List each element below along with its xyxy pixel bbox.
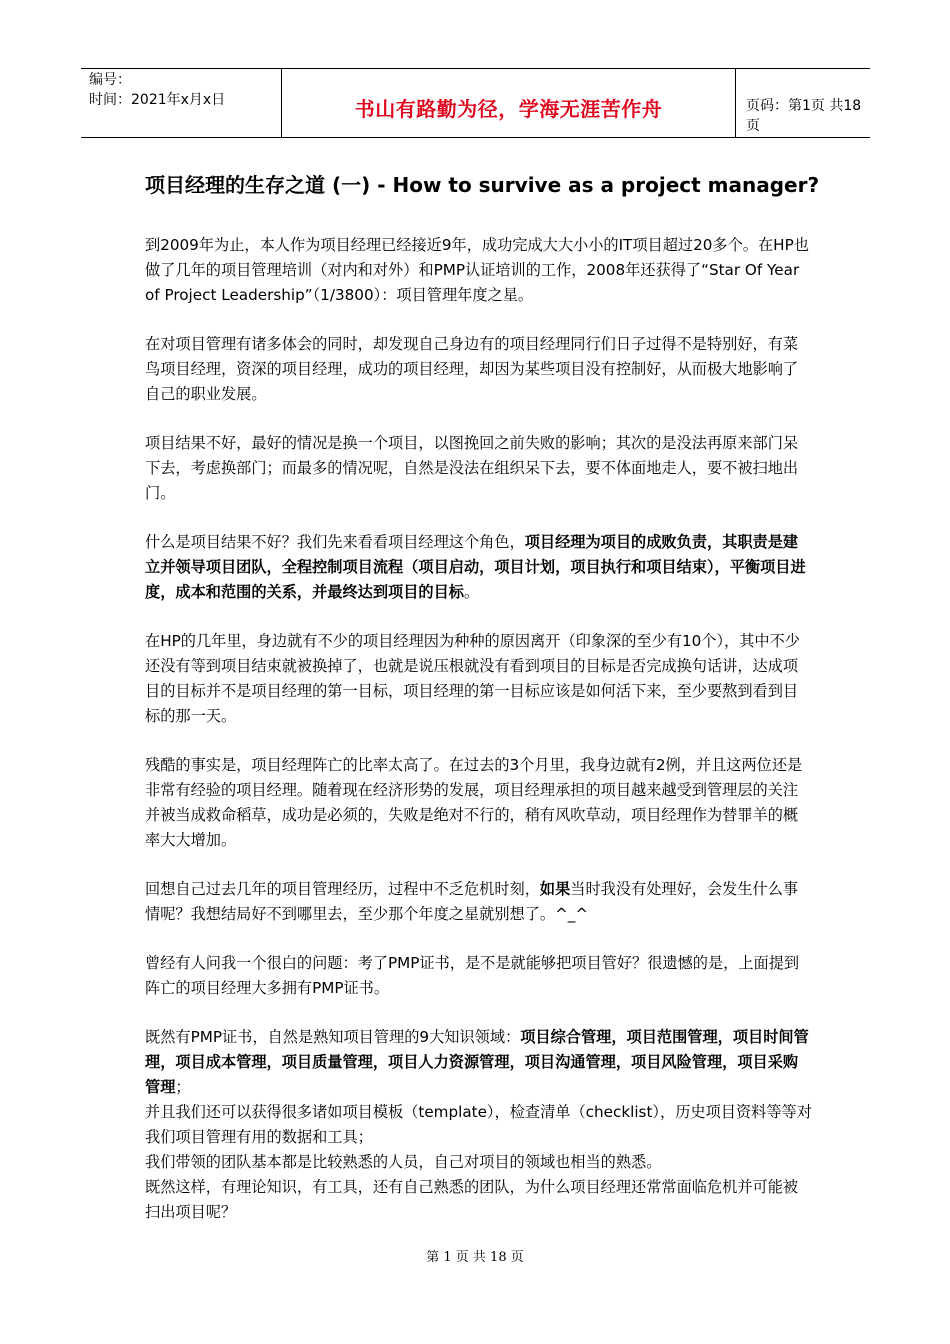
document-title: 项目经理的生存之道 (一) - How to survive as a project manager? [145,173,820,197]
page-header [81,68,870,138]
paragraph: 并且我们还可以获得很多诸如项目模板（template），检查清单（checklist），历史项目资料等等对我们项目管理有用的数据和工具； [145,1103,812,1146]
paragraph: 残酷的事实是，项目经理阵亡的比率太高了。在过去的3个月里，我身边就有2例，并且这两位还是非常有经验的项目经理。随着现在经济形势的发展，项目经理承担的项目越来越受到管理层的关注并被当成救命稻草，成功是必须的，失败是绝对不行的，稍有风吹草动，项目经理作为替罪羊的概率大大增加。 [145,756,803,849]
number-label: 编号： [89,72,131,88]
page-footer: 第 1 页 共 18 页 [426,1250,524,1265]
header-page-cell [736,69,870,137]
paragraph: 既然这样，有理论知识，有工具，还有自己熟悉的团队，为什么项目经理还常常面临危机并可能被扫出项目呢？ [145,1178,799,1221]
header-page-number: 页码：第1页 共18页 [746,98,862,134]
paragraph: 我们带领的团队基本都是比较熟悉的人员，自己对项目的领域也相当的熟悉。 [145,1153,662,1171]
paragraph: 到2009年为止，本人作为项目经理已经接近9年，成功完成大大小小的IT项目超过20多个。在HP也做了几年的项目管理培训（对内和对外）和PMP认证培训的工作，2008年还获得了“Star Of Year of Project Leadership”（1/3800）：项目管理年度之星。 [145,236,809,304]
bold-text: 项目综合管理，项目范围管理，项目时间管理，项目成本管理，项目质量管理，项目人力资源管理，项目沟通管理，项目风险管理，项目采购管理 [145,1028,809,1096]
document-body [145,233,813,1225]
paragraph: 项目结果不好，最好的情况是换一个项目，以图挽回之前失败的影响；其次的是没法再原来部门呆下去，考虑换部门；而最多的情况呢，自然是没法在组织呆下去，要不体面地走人，要不被扫地出门。 [145,434,799,502]
header-motto-cell [282,69,736,137]
header-motto: 书山有路勤为径，学海无涯苦作舟 [354,97,663,121]
paragraph: 在HP的几年里，身边就有不少的项目经理因为种种的原因离开（印象深的至少有10个），其中不少还没有等到项目结束就被换掉了，也就是说压根就没有看到项目的目标是否完成换句话讲，达成项目的目标并不是项目经理的第一目标，项目经理的第一目标应该是如何活下来，至少要熬到看到目标的那一天。 [145,632,800,725]
date-label: 时间：2021年x月x日 [89,92,226,108]
paragraph: 什么是项目结果不好？我们先来看看项目经理这个角色，项目经理为项目的成败负责，其职责是建立并领导项目团队，全程控制项目流程（项目启动，项目计划，项目执行和项目结束），平衡项目进度，成本和范围的关系，并最终达到项目的目标。 [145,533,806,601]
bold-text: 如果 [539,880,571,898]
paragraph: 既然有PMP证书，自然是熟知项目管理的9大知识领域：项目综合管理，项目范围管理，项目时间管理，项目成本管理，项目质量管理，项目人力资源管理，项目沟通管理，项目风险管理，项目采购管理； [145,1028,809,1096]
header-meta-cell [81,69,282,137]
bold-text: 项目经理为项目的成败负责，其职责是建立并领导项目团队，全程控制项目流程（项目启动，项目计划，项目执行和项目结束），平衡项目进度，成本和范围的关系，并最终达到项目的目标 [145,533,806,601]
paragraph: 回想自己过去几年的项目管理经历，过程中不乏危机时刻，如果当时我没有处理好，会发生什么事情呢？我想结局好不到哪里去，至少那个年度之星就别想了。^_^ [145,880,799,923]
paragraph: 在对项目管理有诸多体会的同时，却发现自己身边有的项目经理同行们日子过得不是特别好，有菜鸟项目经理，资深的项目经理，成功的项目经理，却因为某些项目没有控制好，从而极大地影响了自己的职业发展。 [145,335,799,403]
paragraph: 曾经有人问我一个很白的问题：考了PMP证书，是不是就能够把项目管好？很遗憾的是，上面提到阵亡的项目经理大多拥有PMP证书。 [145,954,800,997]
